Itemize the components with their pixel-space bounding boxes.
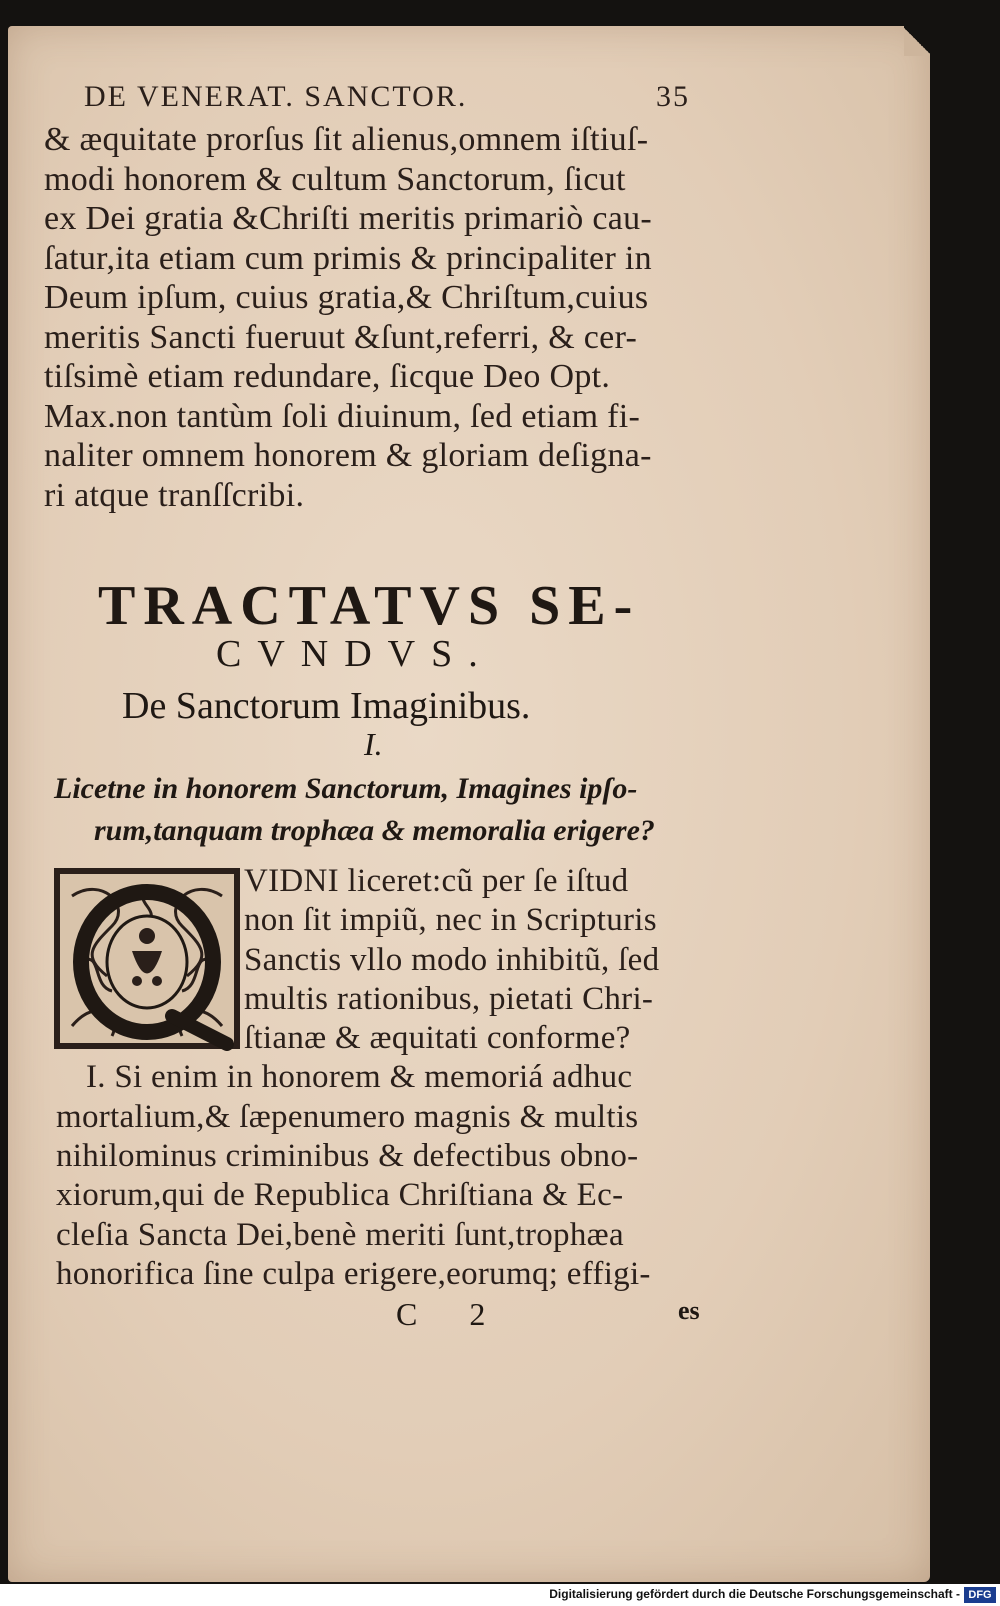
- text-line: mortalium,& ſæpenumero magnis & multis: [56, 1098, 639, 1135]
- top-text-block: [44, 80, 724, 515]
- text-line: VIDNI liceret:cũ per ſe iſtud: [244, 863, 629, 899]
- text-line: Sanctis vllo modo inhibitũ, ſed: [244, 941, 660, 978]
- text-line: modi honorem & cultum Sanctorum, ſicut: [44, 160, 626, 198]
- text-line: Max.non tantùm ſoli diuinum, ſed etiam fi-: [44, 397, 641, 435]
- tractatus-title-line1: TRACTATVS SE-: [98, 575, 641, 637]
- text-line: nihilominus criminibus & defectibus obno-: [56, 1138, 639, 1175]
- tractatus-title-line2: CVNDVS.: [216, 633, 494, 675]
- book-page: [8, 26, 930, 1582]
- text-line: Deum ipſum, cuius gratia,& Chriſtum,cuius: [44, 279, 649, 316]
- text-line: ri atque tranſſcribi.: [44, 476, 305, 514]
- footer-bar: [0, 1584, 1000, 1606]
- section-subtitle: De Sanctorum Imaginibus.: [122, 685, 531, 727]
- funding-text: Digitalisierung gefördert durch die Deutsche Forschungsgemeinschaft -: [549, 1587, 960, 1601]
- running-head: [44, 80, 724, 120]
- text-line: & æquitate prorſus ſit alienus,omnem iſtiuſ-: [44, 121, 649, 158]
- catchword: es: [678, 1296, 700, 1325]
- signature-line: [56, 1296, 716, 1336]
- signature-mark: C 2: [396, 1296, 508, 1332]
- page-number: 35: [656, 80, 690, 113]
- text-line: multis rationibus, pietati Chri-: [244, 980, 654, 1017]
- page-corner: [904, 26, 930, 56]
- body-text-block: [56, 862, 736, 1294]
- running-head-title: DE VENERAT. SANCTOR.: [84, 80, 468, 113]
- text-line: I. Si enim in honorem & memoriá adhuc: [86, 1059, 633, 1096]
- question-heading: [54, 768, 714, 852]
- text-line: ex Dei gratia &Chriſti meritis primariò cau-: [44, 200, 653, 237]
- text-line: naliter omnem honorem & gloriam deſigna-: [44, 437, 652, 474]
- text-line: non ſit impiũ, nec in Scripturis: [244, 902, 657, 939]
- text-line: ſatur,ita etiam cum primis & principaliter in: [44, 239, 652, 277]
- question-line: rum,tanquam trophæa & memoralia erigere?: [94, 814, 655, 847]
- text-line: meritis Sancti fueruut &ſunt,referri, & cer-: [44, 318, 638, 356]
- text-line: xiorum,qui de Republica Chriſtiana & Ec-: [56, 1177, 624, 1214]
- text-line: ſtianæ & æquitati conforme?: [244, 1020, 631, 1057]
- text-line: tiſsimè etiam redundare, ſicque Deo Opt.: [44, 358, 611, 395]
- question-numeral: I.: [364, 726, 383, 762]
- text-line: honorifica ſine culpa erigere,eorumq; effigi-: [56, 1255, 651, 1292]
- text-line: cleſia Sancta Dei,benè meriti ſunt,trophæa: [56, 1216, 624, 1253]
- question-line: Licetne in honorem Sanctorum, Imagines ipſo-: [54, 772, 638, 805]
- dfg-logo: DFG: [964, 1587, 996, 1603]
